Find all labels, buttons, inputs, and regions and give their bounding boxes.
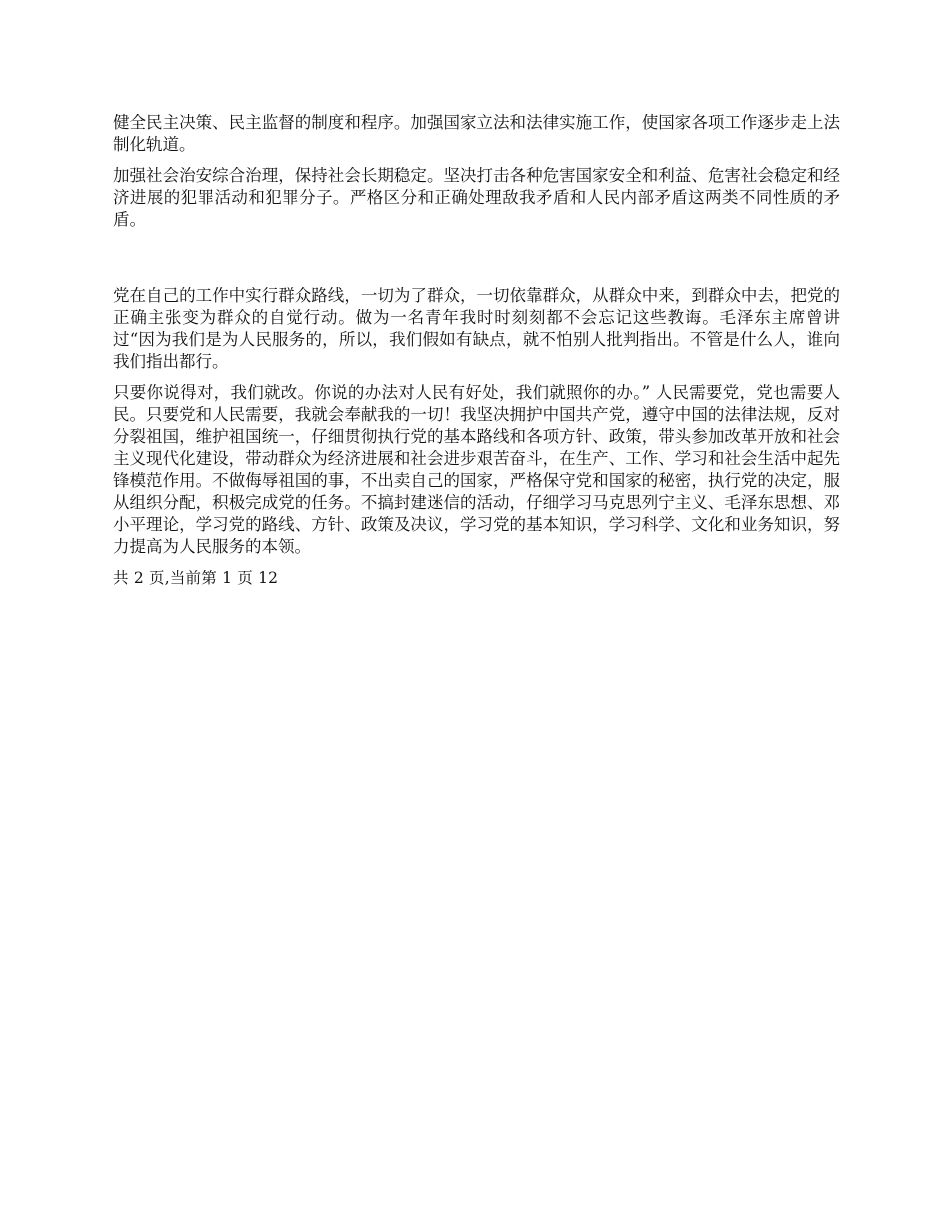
page-footer: 共 2 页,当前第 1 页 12: [113, 569, 279, 587]
paragraph-2: 加强社会治安综合治理，保持社会长期稳定。坚决打击各种危害国家安全和利益、危害社会稳定和经济进展的犯罪活动和犯罪分子。严格区分和正确处理敌我矛盾和人民内部矛盾这两类不同性质的矛盾。: [113, 166, 840, 229]
paragraph-spacer: [113, 558, 840, 567]
paragraph-1: 健全民主决策、民主监督的制度和程序。加强国家立法和法律实施工作，使国家各项工作逐步走上法制化轨道。: [113, 113, 840, 154]
paragraph-spacer: [113, 156, 840, 165]
paragraph-4: 只要你说得对，我们就改。你说的办法对人民有好处，我们就照你的办。” 人民需要党，党也需要人民。只要党和人民需要，我就会奉献我的一切！我坚决拥护中国共产党，遵守中国的法律法规，反对分裂祖国，维护祖国统一，仔细贯彻执行党的基本路线和各项方针、政策，带头参加改革开放和社会主义现代化建设，带动群众为经济进展和社会进步艰苦奋斗，在生产、工作、学习和社会生活中起先锋模范作用。不做侮辱祖国的事，不出卖自己的国家，严格保守党和国家的秘密，执行党的决定，服从组织分配，积极完成党的任务。不搞封建迷信的活动，仔细学习马克思列宁主义、毛泽东思想、邓小平理论，学习党的路线、方针、政策及决议，学习党的基本知识，学习科学、文化和业务知识，努力提高为人民服务的本领。: [113, 383, 840, 556]
document-page: [113, 112, 840, 589]
section-spacer: [113, 231, 840, 285]
paragraph-3: 党在自己的工作中实行群众路线，一切为了群众，一切依靠群众，从群众中来，到群众中去，把党的正确主张变为群众的自觉行动。做为一名青年我时时刻刻都不会忘记这些教诲。毛泽东主席曾讲过“因为我们是为人民服务的，所以，我们假如有缺点，就不怕别人批判指出。不管是什么人，谁向我们指出都行。: [113, 286, 840, 371]
paragraph-spacer: [113, 373, 840, 382]
